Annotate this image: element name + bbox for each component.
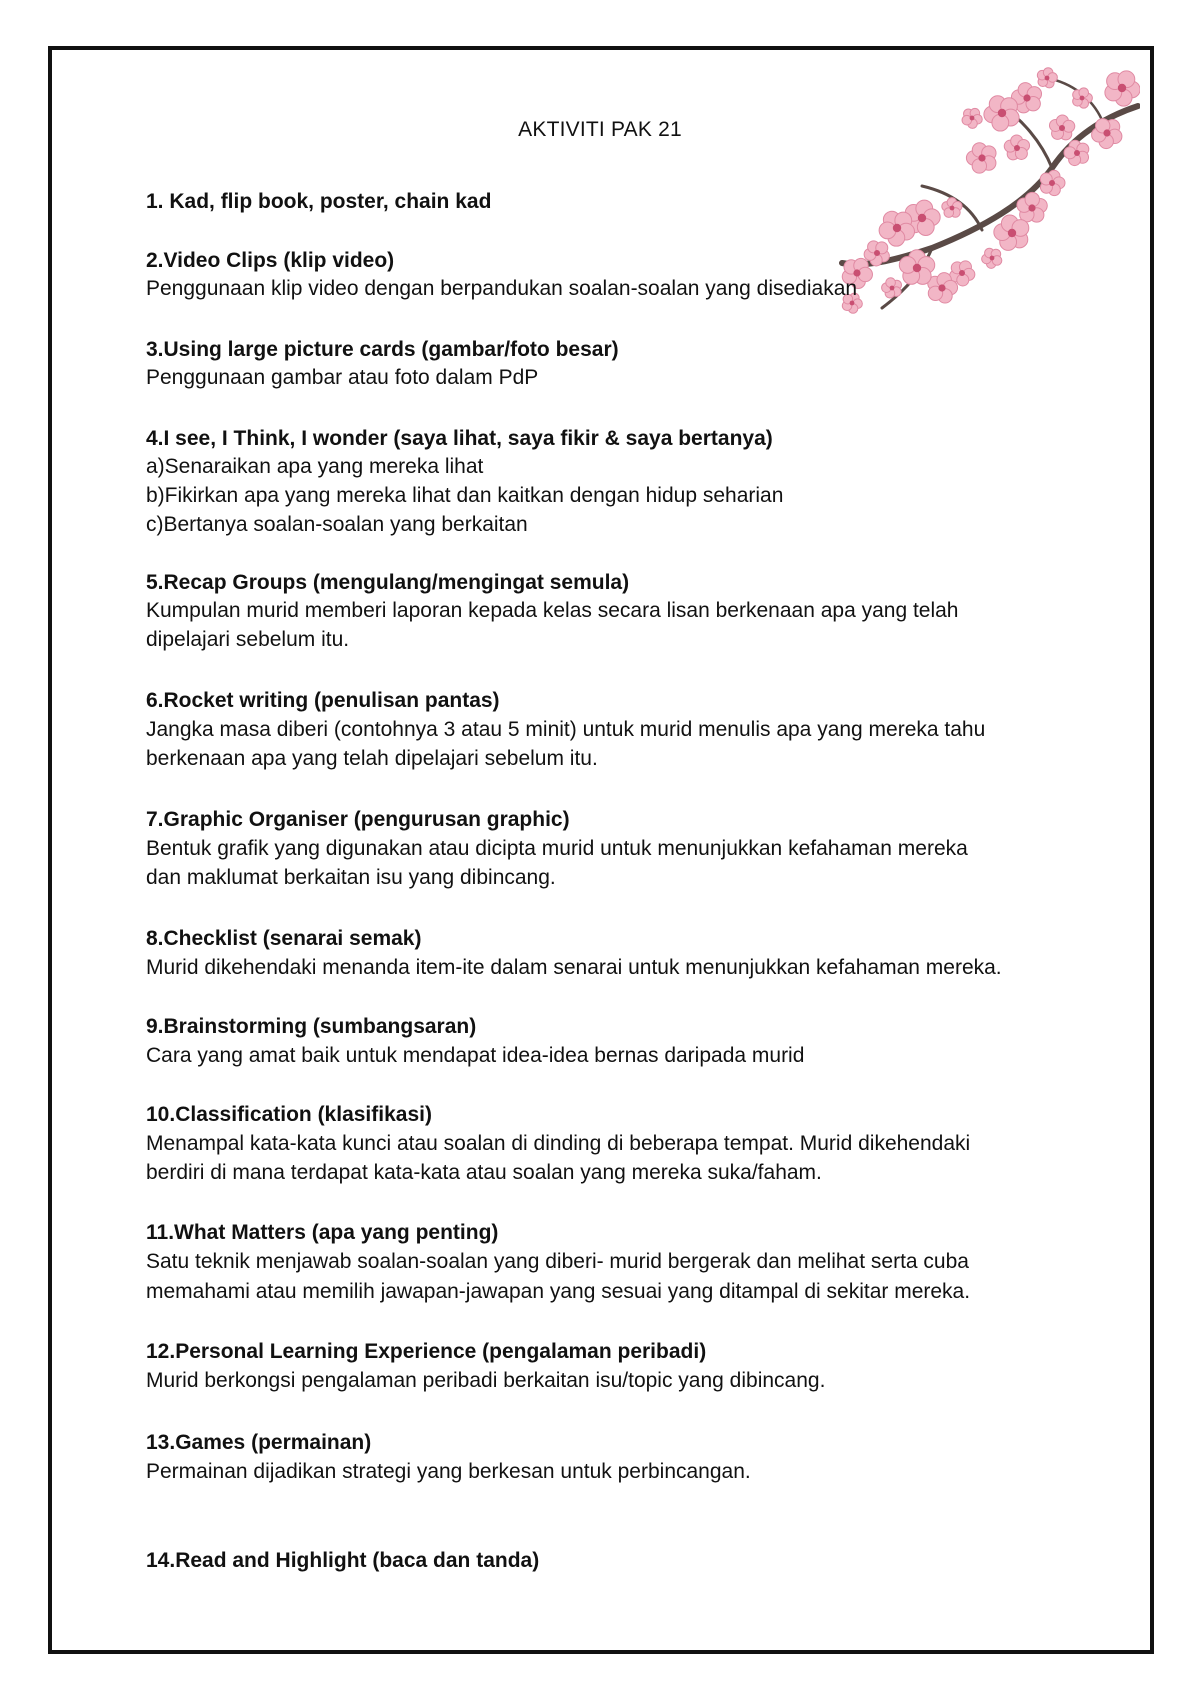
activity-description: dan maklumat berkaitan isu yang dibincang.: [146, 866, 556, 889]
activity-heading: 5.Recap Groups (mengulang/mengingat semula): [146, 571, 630, 594]
activity-description: Jangka masa diberi (contohnya 3 atau 5 minit) untuk murid menulis apa yang mereka tahu: [146, 718, 986, 741]
activity-description: b)Fikirkan apa yang mereka lihat dan kaitkan dengan hidup seharian: [146, 484, 784, 507]
activity-description: berdiri di mana terdapat kata-kata atau soalan yang mereka suka/faham.: [146, 1161, 822, 1184]
activity-description: Menampal kata-kata kunci atau soalan di dinding di beberapa tempat. Murid dikehendaki: [146, 1132, 971, 1155]
activity-description: Murid dikehendaki menanda item-ite dalam senarai untuk menunjukkan kefahaman mereka.: [146, 956, 1002, 979]
activity-heading: 7.Graphic Organiser (pengurusan graphic): [146, 808, 570, 831]
activity-description: Kumpulan murid memberi laporan kepada kelas secara lisan berkenaan apa yang telah: [146, 599, 959, 622]
activity-description: dipelajari sebelum itu.: [146, 628, 350, 651]
document-title: AKTIVITI PAK 21: [518, 118, 682, 141]
cherry-blossom-branch-icon: [822, 58, 1140, 330]
activity-heading: 10.Classification (klasifikasi): [146, 1103, 432, 1126]
activity-heading: 11.What Matters (apa yang penting): [146, 1221, 499, 1244]
activity-heading: 12.Personal Learning Experience (pengalaman peribadi): [146, 1340, 707, 1363]
activity-heading: 13.Games (permainan): [146, 1431, 372, 1454]
activity-heading: 3.Using large picture cards (gambar/foto besar): [146, 338, 619, 361]
activity-heading: 8.Checklist (senarai semak): [146, 927, 422, 950]
activity-description: a)Senaraikan apa yang mereka lihat: [146, 455, 484, 478]
activity-description: Penggunaan gambar atau foto dalam PdP: [146, 366, 539, 389]
activity-heading: 6.Rocket writing (penulisan pantas): [146, 689, 500, 712]
activity-heading: 9.Brainstorming (sumbangsaran): [146, 1015, 477, 1038]
activity-heading: 2.Video Clips (klip video): [146, 249, 395, 272]
activity-description: Bentuk grafik yang digunakan atau dicipta murid untuk menunjukkan kefahaman mereka: [146, 837, 968, 860]
activity-heading: 4.I see, I Think, I wonder (saya lihat, saya fikir & saya bertanya): [146, 427, 773, 450]
activity-description: c)Bertanya soalan-soalan yang berkaitan: [146, 513, 528, 536]
activity-description: Satu teknik menjawab soalan-soalan yang diberi- murid bergerak dan melihat serta cuba: [146, 1250, 969, 1273]
activity-description: memahami atau memilih jawapan-jawapan yang sesuai yang ditampal di sekitar mereka.: [146, 1280, 971, 1303]
activity-description: Penggunaan klip video dengan berpandukan soalan-soalan yang disediakan: [146, 277, 858, 300]
activity-description: berkenaan apa yang telah dipelajari sebelum itu.: [146, 747, 598, 770]
activity-description: Murid berkongsi pengalaman peribadi berkaitan isu/topic yang dibincang.: [146, 1369, 826, 1392]
activity-heading: 1. Kad, flip book, poster, chain kad: [146, 190, 492, 213]
activity-heading: 14.Read and Highlight (baca dan tanda): [146, 1549, 540, 1572]
activity-description: Permainan dijadikan strategi yang berkesan untuk perbincangan.: [146, 1460, 751, 1483]
activity-description: Cara yang amat baik untuk mendapat idea-idea bernas daripada murid: [146, 1044, 805, 1067]
